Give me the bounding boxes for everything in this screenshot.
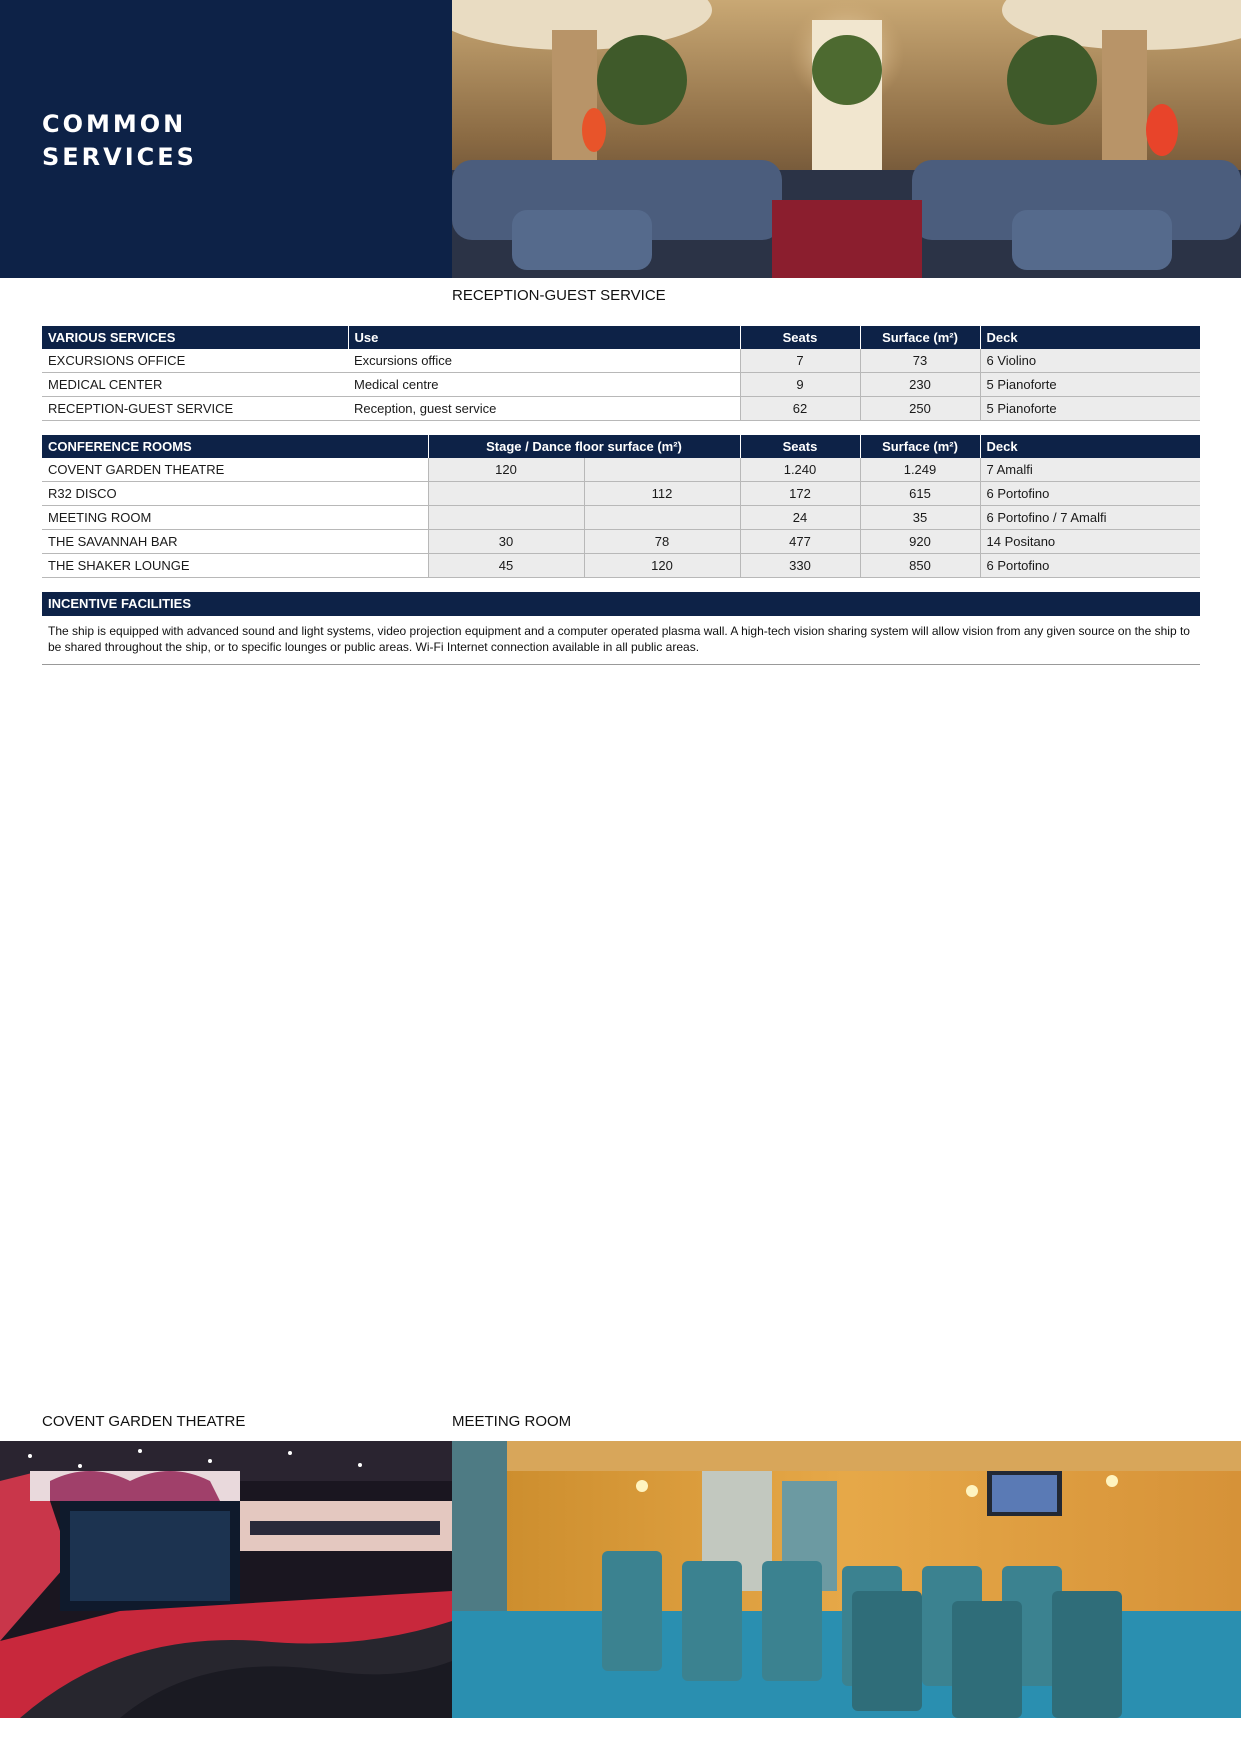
table-header-row	[42, 435, 1200, 458]
service-deck: 5 Pianoforte	[980, 373, 1200, 397]
column-header-various-services: VARIOUS SERVICES	[42, 326, 348, 349]
incentive-facilities-heading	[42, 592, 1200, 616]
room-dance-floor: 120	[584, 554, 740, 578]
room-surface: 1.249	[860, 458, 980, 482]
table-row	[42, 530, 1200, 554]
column-header-conference-rooms: CONFERENCE ROOMS	[42, 435, 428, 458]
service-surface: 73	[860, 349, 980, 373]
header-band	[0, 0, 452, 278]
table-row	[42, 349, 1200, 373]
room-stage: 45	[428, 554, 584, 578]
room-surface: 35	[860, 506, 980, 530]
column-header-use: Use	[348, 326, 740, 349]
title-line-2: SERVICES	[42, 143, 197, 171]
room-deck: 7 Amalfi	[980, 458, 1200, 482]
service-seats: 9	[740, 373, 860, 397]
room-name: R32 DISCO	[42, 482, 428, 506]
theatre-photo	[0, 1441, 452, 1718]
title-line-1: COMMON	[42, 110, 187, 138]
table-row	[42, 506, 1200, 530]
column-header-seats: Seats	[740, 435, 860, 458]
table-header-row	[42, 326, 1200, 349]
room-deck: 6 Portofino / 7 Amalfi	[980, 506, 1200, 530]
room-name: THE SAVANNAH BAR	[42, 530, 428, 554]
room-surface: 920	[860, 530, 980, 554]
various-services-table	[42, 326, 1200, 421]
room-name: MEETING ROOM	[42, 506, 428, 530]
room-name: THE SHAKER LOUNGE	[42, 554, 428, 578]
room-seats: 330	[740, 554, 860, 578]
column-header-deck: Deck	[980, 326, 1200, 349]
room-seats: 24	[740, 506, 860, 530]
service-use: Excursions office	[348, 349, 740, 373]
service-surface: 250	[860, 397, 980, 421]
room-deck: 6 Portofino	[980, 482, 1200, 506]
room-surface: 615	[860, 482, 980, 506]
table-row	[42, 373, 1200, 397]
conference-rooms-table	[42, 435, 1200, 578]
service-use: Medical centre	[348, 373, 740, 397]
room-dance-floor: 112	[584, 482, 740, 506]
service-use: Reception, guest service	[348, 397, 740, 421]
room-stage	[428, 506, 584, 530]
service-name: MEDICAL CENTER	[42, 373, 348, 397]
service-seats: 62	[740, 397, 860, 421]
divider	[42, 664, 1200, 665]
room-stage: 120	[428, 458, 584, 482]
room-dance-floor: 78	[584, 530, 740, 554]
room-deck: 6 Portofino	[980, 554, 1200, 578]
room-stage: 30	[428, 530, 584, 554]
column-header-surface: Surface (m²)	[860, 435, 980, 458]
column-header-surface: Surface (m²)	[860, 326, 980, 349]
room-stage	[428, 482, 584, 506]
column-header-seats: Seats	[740, 326, 860, 349]
room-seats: 477	[740, 530, 860, 554]
room-seats: 1.240	[740, 458, 860, 482]
table-row	[42, 458, 1200, 482]
meeting-room-photo	[452, 1441, 1241, 1718]
page-title	[42, 108, 197, 174]
service-name: EXCURSIONS OFFICE	[42, 349, 348, 373]
theatre-caption: COVENT GARDEN THEATRE	[42, 1413, 246, 1430]
room-deck: 14 Positano	[980, 530, 1200, 554]
room-surface: 850	[860, 554, 980, 578]
column-header-deck: Deck	[980, 435, 1200, 458]
room-name: COVENT GARDEN THEATRE	[42, 458, 428, 482]
service-seats: 7	[740, 349, 860, 373]
room-seats: 172	[740, 482, 860, 506]
room-dance-floor	[584, 458, 740, 482]
service-deck: 5 Pianoforte	[980, 397, 1200, 421]
service-surface: 230	[860, 373, 980, 397]
table-row	[42, 397, 1200, 421]
service-name: RECEPTION-GUEST SERVICE	[42, 397, 348, 421]
meeting-caption: MEETING ROOM	[452, 1413, 572, 1430]
service-deck: 6 Violino	[980, 349, 1200, 373]
column-header-stage-dance-floor: Stage / Dance floor surface (m²)	[428, 435, 740, 458]
incentive-description: The ship is equipped with advanced sound and light systems, video projection equipment and a computer operated plasma wall. A high-tech vision sharing system will allow vision from any given source on the ship to be shared throughout the ship, or to specific lounges or public areas. Wi-Fi Internet connection available in all public areas.	[48, 624, 1190, 654]
table-row	[42, 482, 1200, 506]
room-dance-floor	[584, 506, 740, 530]
reception-lounge-photo	[452, 0, 1241, 278]
incentive-title: INCENTIVE FACILITIES	[48, 596, 192, 611]
table-row	[42, 554, 1200, 578]
reception-caption: RECEPTION-GUEST SERVICE	[452, 287, 666, 304]
